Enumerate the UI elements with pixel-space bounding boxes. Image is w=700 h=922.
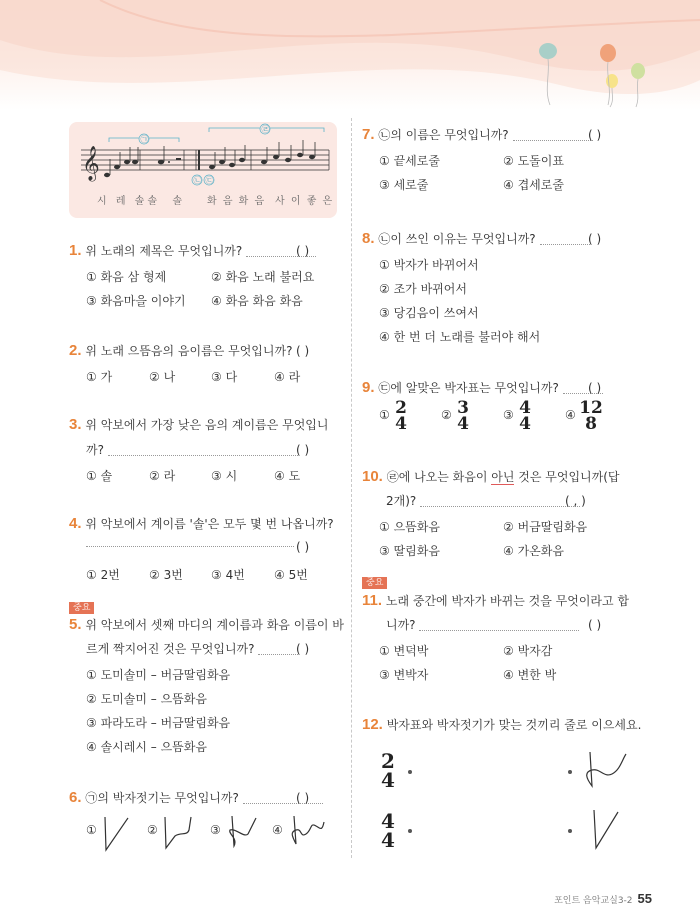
answer-blank[interactable]: ( ) (296, 540, 310, 554)
leader-dots (86, 546, 294, 547)
column-divider (351, 118, 352, 858)
question-10-cont (386, 492, 580, 510)
leader-dots (258, 645, 298, 655)
question-text: 위 악보에서 계이름 '솔'은 모두 몇 번 나옵니까? (85, 517, 334, 531)
option-3[interactable]: ③ 변박자 (379, 668, 429, 682)
option-4[interactable]: ④ 겹세로줄 (503, 178, 564, 192)
question-text: 박자표와 박자젓기가 맞는 것끼리 줄로 이으세요. (386, 718, 642, 732)
question-number: 4. (69, 515, 82, 532)
time-signature-3: 4 4 (519, 398, 531, 435)
mark-c: ㉢ (205, 176, 214, 185)
leader-dots (243, 794, 323, 804)
question-text: 위 악보에서 가장 낮은 음의 계이름은 무엇입니 (85, 418, 329, 432)
option-1[interactable]: ① 가 (86, 370, 113, 384)
answer-blank[interactable]: ( ) (588, 232, 602, 246)
option-4[interactable]: ④ 도 (274, 469, 301, 483)
question-9 (362, 379, 603, 397)
match-dot-right-1[interactable] (568, 770, 572, 774)
option-3[interactable]: ③ 당김음이 쓰여서 (379, 306, 479, 320)
lyrics-right: 화 음 화 음 사 이 좋 은 (207, 196, 334, 207)
option-1[interactable]: ① 박자가 바뀌어서 (379, 258, 479, 272)
answer-blank[interactable]: ( ) (296, 642, 310, 656)
option-1[interactable]: ① 도미솔미 – 버금딸림화음 (86, 668, 231, 682)
question-number: 10. (362, 468, 383, 485)
option-2[interactable]: ② 라 (149, 469, 176, 483)
question-text: ㉢에 알맞은 박자표는 무엇입니까? (378, 381, 559, 395)
question-number: 7. (362, 126, 375, 143)
question-number: 12. (362, 716, 383, 733)
option-1[interactable]: ① 끝세로줄 (379, 154, 440, 168)
question-number: 3. (69, 416, 82, 433)
option-4[interactable]: ④ 라 (274, 370, 301, 384)
option-2[interactable]: ② 도돌이표 (503, 154, 564, 168)
time-signature-1: 2 4 (395, 398, 407, 435)
question-text: ㉡의 이름은 무엇입니까? (378, 128, 509, 142)
option-4[interactable]: ④ 가온화음 (503, 544, 564, 558)
question-7 (362, 126, 593, 144)
question-text-cont: 르게 짝지어진 것은 무엇입니까? (86, 642, 255, 656)
header-banner (0, 0, 700, 110)
answer-blank[interactable]: ( ) (588, 381, 602, 395)
page-footer (554, 891, 652, 906)
question-text: 위 악보에서 셋째 마디의 계이름과 화음 이름이 바 (85, 618, 344, 632)
option-1[interactable]: ① (379, 408, 390, 422)
option-2[interactable]: ② 조가 바뀌어서 (379, 282, 467, 296)
question-number: 1. (69, 242, 82, 259)
question-4 (69, 515, 334, 533)
question-text: 위 노래의 제목은 무엇입니까? (85, 244, 243, 258)
leader-dots (108, 446, 298, 456)
answer-blank[interactable]: ( ) (296, 443, 310, 457)
question-text-emphasis: 아닌 (491, 470, 515, 484)
option-2[interactable]: ② 박자감 (503, 644, 553, 658)
option-3[interactable]: ③ 다 (211, 370, 238, 384)
important-badge: 중요 (69, 602, 94, 614)
option-3[interactable]: ③ (503, 408, 514, 422)
option-4[interactable]: ④ 한 번 더 노래를 불러야 해서 (379, 330, 541, 344)
option-1[interactable]: ① 2번 (86, 568, 120, 582)
leader-dots (420, 497, 580, 507)
option-4[interactable]: ④ 화음 화음 화음 (211, 294, 303, 308)
question-11-cont (386, 616, 579, 634)
option-2[interactable]: ② 나 (149, 370, 176, 384)
option-3[interactable]: ③ 세로줄 (379, 178, 429, 192)
option-4[interactable]: ④ (272, 823, 283, 837)
option-2[interactable]: ② (147, 823, 158, 837)
question-text: ㉣에 나오는 화음이 (386, 470, 492, 484)
mark-a: ㉠ (140, 135, 149, 144)
option-2[interactable]: ② 버금딸림화음 (503, 520, 588, 534)
question-number: 6. (69, 789, 82, 806)
question-5 (69, 616, 344, 634)
option-3[interactable]: ③ 4번 (211, 568, 245, 582)
option-2[interactable]: ② 화음 노래 불러요 (211, 270, 315, 284)
option-1[interactable]: ① 변덕박 (379, 644, 429, 658)
score-box (69, 122, 337, 218)
question-text-cont: 까? (86, 443, 104, 457)
question-3-cont (86, 441, 298, 459)
question-1 (69, 242, 316, 260)
question-11 (362, 592, 629, 610)
option-3[interactable]: ③ 시 (211, 469, 238, 483)
beat-pattern-2-icon (161, 812, 195, 857)
answer-blank[interactable]: ( ) (588, 618, 602, 632)
option-2[interactable]: ② (441, 408, 452, 422)
time-signature-2: 3 4 (457, 398, 469, 435)
question-number: 11. (362, 592, 383, 609)
option-3[interactable]: ③ 딸림화음 (379, 544, 440, 558)
option-2[interactable]: ② 3번 (149, 568, 183, 582)
match-dot-right-2[interactable] (568, 829, 572, 833)
beat-pattern-match-1-icon (582, 748, 630, 798)
leader-dots (540, 235, 590, 245)
question-text-cont: 2개)? (386, 494, 417, 508)
svg-text:𝄞: 𝄞 (82, 146, 100, 181)
match-dot-left-1[interactable] (408, 770, 412, 774)
question-text: ㉠의 박자젓기는 무엇입니까? (85, 791, 239, 805)
question-3 (69, 416, 328, 434)
question-number: 9. (362, 379, 375, 396)
match-time-signature-2: 4 4 (381, 809, 395, 852)
option-1[interactable]: ① 화음 삼 형제 (86, 270, 167, 284)
option-1[interactable]: ① 솔 (86, 469, 113, 483)
question-2 (69, 342, 292, 360)
option-4[interactable]: ④ (565, 408, 576, 422)
option-3[interactable]: ③ (210, 823, 221, 837)
option-3[interactable]: ③ 파라도라 – 버금딸림화음 (86, 716, 231, 730)
question-number: 8. (362, 230, 375, 247)
question-number: 2. (69, 342, 82, 359)
option-1[interactable]: ① (86, 823, 97, 837)
option-4[interactable]: ④ 변한 박 (503, 668, 557, 682)
lyrics-left: 시 레 솔솔 솔 (97, 196, 186, 207)
question-text: 노래 중간에 박자가 바뀌는 것을 무엇이라고 합 (385, 594, 629, 608)
beat-pattern-match-2-icon (588, 806, 624, 854)
balloons-icon (530, 35, 660, 110)
important-badge: 중요 (362, 577, 387, 589)
option-2[interactable]: ② 도미솔미 – 으뜸화음 (86, 692, 207, 706)
question-6 (69, 789, 323, 807)
question-number: 5. (69, 616, 82, 633)
question-text-cont: 니까? (386, 618, 416, 632)
answer-blank[interactable]: ( ) (296, 791, 310, 805)
beat-pattern-3-icon (224, 812, 262, 857)
question-text: 위 노래 으뜸음의 음이름은 무엇입니까? (85, 344, 293, 358)
question-text: 것은 무엇입니까(답 (514, 470, 620, 484)
option-3[interactable]: ③ 화음마을 이야기 (86, 294, 186, 308)
option-4[interactable]: ④ 5번 (274, 568, 308, 582)
answer-blank[interactable]: ( ) (296, 344, 310, 358)
option-4[interactable]: ④ 솔시레시 – 으뜸화음 (86, 740, 207, 754)
match-dot-left-2[interactable] (408, 829, 412, 833)
answer-blank[interactable]: ( ) (588, 128, 602, 142)
mark-d: ㉣ (261, 125, 270, 134)
question-12 (362, 716, 641, 734)
page-number: 55 (637, 891, 652, 906)
beat-pattern-4-icon (286, 812, 330, 857)
question-10 (362, 468, 620, 486)
beat-pattern-1-icon (100, 812, 132, 857)
match-time-signature-1: 2 4 (381, 749, 395, 792)
leader-dots (419, 621, 579, 631)
time-signature-4: 12 8 (579, 398, 603, 435)
option-1[interactable]: ① 으뜸화음 (379, 520, 440, 534)
question-5-cont (86, 640, 298, 658)
book-title: 포인트 음악교실3-2 (554, 896, 633, 906)
question-8 (362, 230, 590, 248)
answer-blank[interactable]: ( , ) (565, 494, 586, 508)
leader-dots (513, 131, 593, 141)
mark-b: ㉡ (193, 176, 202, 185)
question-text: ㉡이 쓰인 이유는 무엇입니까? (378, 232, 536, 246)
answer-blank[interactable]: ( ) (296, 244, 310, 258)
